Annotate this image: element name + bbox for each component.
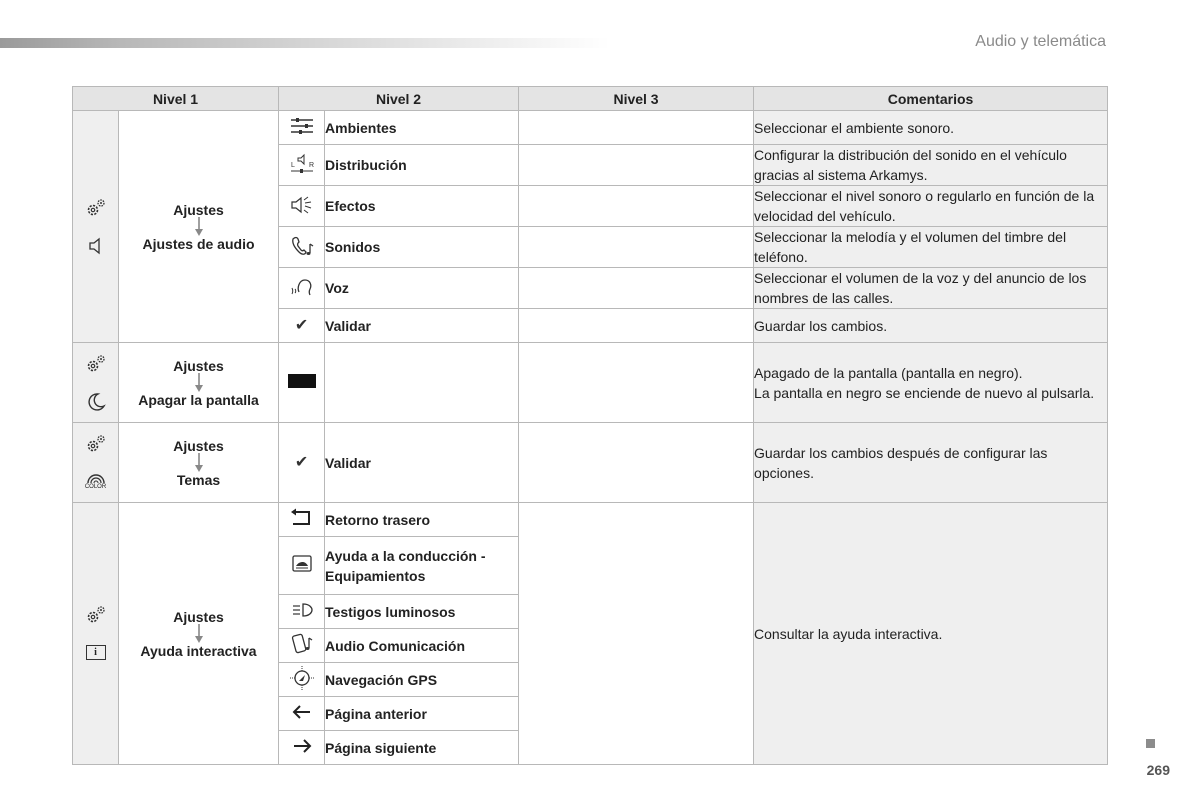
level1-icons-cell [73,343,119,423]
level1-icons-cell [73,423,119,503]
table-row [73,503,1108,537]
menu-table [72,86,1108,765]
level3-cell [519,343,754,423]
speaker-icon[interactable] [82,232,110,260]
table-header-row [73,87,1108,111]
level2-label[interactable]: Validar [325,309,519,343]
page-number: 269 [1146,762,1170,778]
moon-icon[interactable] [82,388,110,416]
level2-label[interactable]: Testigos luminosos [325,595,519,629]
level2-label[interactable]: Distribución [325,145,519,186]
level3-merged-cell [519,503,754,765]
header-nivel-1: Nivel 1 [73,87,279,111]
help-book-icon[interactable]: i [82,639,110,667]
level1-bottom-label: Ajustes de audio [142,235,255,252]
arrow-left-icon[interactable] [279,697,325,731]
table-row [73,343,1108,423]
comment-merged-cell: Consultar la ayuda interactiva. [754,503,1108,765]
down-arrow-icon [194,625,204,643]
comment-cell: Seleccionar el ambiente sonoro. [754,111,1108,145]
level2-label [325,343,519,423]
level1-label-cell [119,111,279,343]
level3-cell [519,268,754,309]
level2-label[interactable]: Ambientes [325,111,519,145]
level1-bottom-label: Temas [176,471,221,488]
headlight-icon[interactable] [279,595,325,629]
comment-cell: Configurar la distribución del sonido en el vehículo gracias al sistema Arkamys. [754,145,1108,186]
level1-label-cell [119,503,279,765]
phone-audio-icon[interactable] [279,629,325,663]
header-nivel-3: Nivel 3 [519,87,754,111]
phone-music-icon[interactable] [279,227,325,268]
level2-label[interactable]: Ayuda a la conducción - Equipamientos [325,537,519,595]
level1-bottom-label: Apagar la pantalla [138,391,259,408]
level2-label[interactable]: Efectos [325,186,519,227]
comment-cell: Guardar los cambios. [754,309,1108,343]
color-theme-icon[interactable] [82,468,110,496]
level2-label[interactable]: Retorno trasero [325,503,519,537]
header-nivel-2: Nivel 2 [279,87,519,111]
arrow-right-icon[interactable] [279,731,325,765]
back-arrow-icon[interactable] [279,503,325,537]
level3-cell [519,423,754,503]
level1-label-cell [119,423,279,503]
level2-label[interactable]: Validar [325,423,519,503]
page-marker [1146,739,1155,748]
color-label: COLOR [84,484,107,490]
level2-label[interactable]: Audio Comunicación [325,629,519,663]
top-gradient-bar [0,38,610,48]
settings-gear-icon[interactable] [82,194,110,222]
equalizer-icon[interactable] [279,111,325,145]
table-row [73,111,1108,145]
header-comentarios: Comentarios [754,87,1108,111]
settings-gear-icon[interactable] [82,601,110,629]
level3-cell [519,186,754,227]
balance-icon[interactable] [279,145,325,186]
comment-cell [754,343,1108,423]
speaker-effects-icon[interactable] [279,186,325,227]
check-icon[interactable]: ✔ [279,423,325,503]
level3-cell [519,227,754,268]
level1-top-label: Ajustes [173,437,224,454]
svg-text:R: R [308,161,314,169]
svg-text:L: L [290,161,295,169]
comment-cell: Seleccionar la melodía y el volumen del timbre del teléfono. [754,227,1108,268]
comment-cell: Seleccionar el volumen de la voz y del anuncio de los nombres de las calles. [754,268,1108,309]
gps-icon[interactable] [279,663,325,697]
down-arrow-icon [194,218,204,236]
black-screen-icon[interactable] [279,343,325,423]
level2-label[interactable]: Página siguiente [325,731,519,765]
level1-icons-cell [73,503,119,765]
level2-label[interactable]: Página anterior [325,697,519,731]
driving-aid-icon[interactable] [279,537,325,595]
level1-icons-cell [73,111,119,343]
level2-label[interactable]: Voz [325,268,519,309]
settings-gear-icon[interactable] [82,430,110,458]
table-row [73,423,1108,503]
check-icon[interactable]: ✔ [279,309,325,343]
level3-cell [519,145,754,186]
down-arrow-icon [194,374,204,392]
level1-label-cell [119,343,279,423]
level1-top-label: Ajustes [173,608,224,625]
level3-cell [519,111,754,145]
level1-top-label: Ajustes [173,357,224,374]
level2-label[interactable]: Navegación GPS [325,663,519,697]
level3-cell [519,309,754,343]
down-arrow-icon [194,454,204,472]
comment-cell: Seleccionar el nivel sonoro o regularlo en función de la velocidad del vehículo. [754,186,1108,227]
level2-label[interactable]: Sonidos [325,227,519,268]
level1-bottom-label: Ayuda interactiva [140,642,257,659]
settings-gear-icon[interactable] [82,350,110,378]
level1-top-label: Ajustes [173,201,224,218]
section-title: Audio y telemática [975,33,1106,50]
comment-line: Apagado de la pantalla (pantalla en negro). [754,364,1023,381]
comment-line: La pantalla en negro se enciende de nuevo al pulsarla. [754,384,1095,401]
comment-cell: Guardar los cambios después de configurar las opciones. [754,423,1108,503]
voice-icon[interactable] [279,268,325,309]
